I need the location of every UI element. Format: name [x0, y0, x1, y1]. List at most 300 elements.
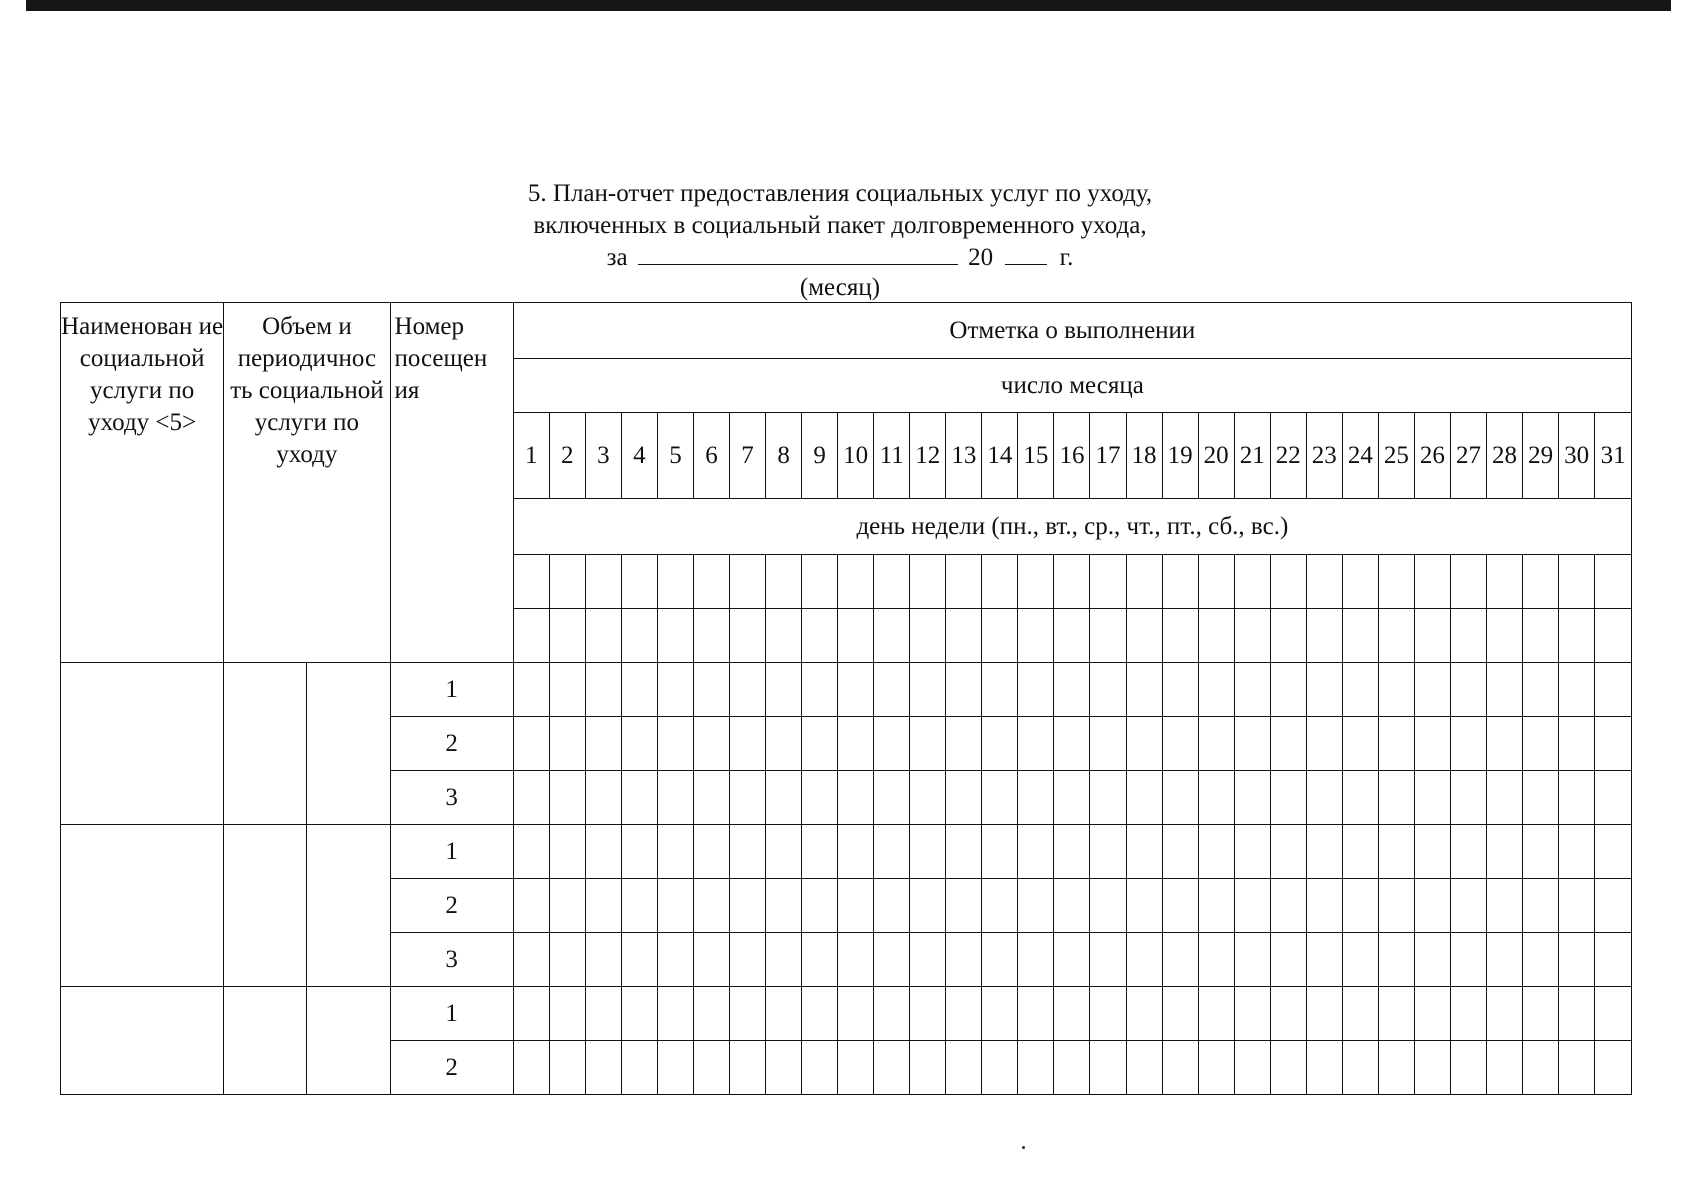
mark-cell: [549, 663, 585, 717]
mark-cell: [1234, 933, 1270, 987]
mark-cell: [982, 663, 1018, 717]
mark-cell: [621, 771, 657, 825]
weekday-cell: [585, 609, 621, 663]
mark-cell: [1378, 879, 1414, 933]
mark-cell: [1342, 771, 1378, 825]
weekday-cell: [730, 609, 766, 663]
mark-cell: [1342, 933, 1378, 987]
mark-cell: [1450, 825, 1486, 879]
mark-cell: [1054, 933, 1090, 987]
weekday-cell: [946, 609, 982, 663]
day-number-cell: 24: [1342, 413, 1378, 499]
mark-cell: [1198, 717, 1234, 771]
visit-number-cell: 3: [390, 771, 513, 825]
mark-cell: [1054, 1041, 1090, 1095]
mark-cell: [693, 879, 729, 933]
weekday-cell: [657, 555, 693, 609]
mark-cell: [1018, 663, 1054, 717]
mark-cell: [910, 879, 946, 933]
mark-cell: [1126, 771, 1162, 825]
mark-cell: [1306, 933, 1342, 987]
mark-cell: [513, 663, 549, 717]
mark-cell: [1450, 1041, 1486, 1095]
mark-cell: [1414, 933, 1450, 987]
weekday-cell: [1595, 609, 1632, 663]
header-day-of-month: число месяца: [513, 359, 1631, 413]
mark-cell: [657, 717, 693, 771]
title-line-1: 5. План-отчет предоставления социальных услуг по уходу,: [527, 180, 1153, 207]
mark-cell: [1450, 987, 1486, 1041]
mark-cell: [1450, 879, 1486, 933]
mark-cell: [1126, 663, 1162, 717]
mark-cell: [874, 717, 910, 771]
mark-cell: [513, 825, 549, 879]
mark-cell: [549, 1041, 585, 1095]
day-number-cell: 12: [910, 413, 946, 499]
mark-cell: [1450, 771, 1486, 825]
day-number-cell: 19: [1162, 413, 1198, 499]
mark-cell: [838, 879, 874, 933]
mark-cell: [1054, 771, 1090, 825]
mark-cell: [802, 933, 838, 987]
mark-cell: [585, 879, 621, 933]
day-number-cell: 1: [513, 413, 549, 499]
mark-cell: [1306, 987, 1342, 1041]
mark-cell: [1559, 825, 1595, 879]
day-number-cell: 9: [802, 413, 838, 499]
mark-cell: [1162, 1041, 1198, 1095]
mark-cell: [1234, 987, 1270, 1041]
mark-cell: [1306, 1041, 1342, 1095]
mark-cell: [1595, 663, 1632, 717]
day-number-cell: 26: [1414, 413, 1450, 499]
mark-cell: [513, 987, 549, 1041]
service-name-cell: [61, 987, 224, 1095]
weekday-cell: [585, 555, 621, 609]
mark-cell: [513, 879, 549, 933]
mark-cell: [1378, 1041, 1414, 1095]
mark-cell: [910, 717, 946, 771]
mark-cell: [838, 987, 874, 1041]
mark-cell: [730, 1041, 766, 1095]
weekday-cell: [549, 555, 585, 609]
mark-cell: [730, 879, 766, 933]
day-number-cell: 20: [1198, 413, 1234, 499]
weekday-cell: [657, 609, 693, 663]
mark-cell: [1414, 663, 1450, 717]
mark-cell: [1198, 825, 1234, 879]
day-number-cell: 15: [1018, 413, 1054, 499]
mark-cell: [1595, 879, 1632, 933]
mark-cell: [730, 717, 766, 771]
weekday-cell: [946, 555, 982, 609]
weekday-cell: [1414, 609, 1450, 663]
mark-cell: [766, 1041, 802, 1095]
day-number-cell: 30: [1559, 413, 1595, 499]
mark-cell: [1487, 879, 1523, 933]
mark-cell: [1234, 663, 1270, 717]
weekday-cell: [874, 609, 910, 663]
mark-cell: [1162, 717, 1198, 771]
visit-number-cell: 2: [390, 879, 513, 933]
mark-cell: [1270, 879, 1306, 933]
mark-cell: [1414, 987, 1450, 1041]
weekday-cell: [838, 609, 874, 663]
day-number-cell: 4: [621, 413, 657, 499]
mark-cell: [513, 771, 549, 825]
service-periodicity-cell: [307, 663, 390, 825]
weekday-cell: [766, 555, 802, 609]
mark-cell: [513, 717, 549, 771]
weekday-cell: [1162, 609, 1198, 663]
mark-cell: [1378, 987, 1414, 1041]
mark-cell: [1162, 663, 1198, 717]
weekday-cell: [1306, 555, 1342, 609]
mark-cell: [657, 771, 693, 825]
mark-cell: [1090, 663, 1126, 717]
weekday-cell: [1126, 609, 1162, 663]
day-number-cell: 25: [1378, 413, 1414, 499]
mark-cell: [1234, 879, 1270, 933]
mark-cell: [621, 987, 657, 1041]
mark-cell: [1487, 663, 1523, 717]
mark-cell: [946, 771, 982, 825]
mark-cell: [1162, 771, 1198, 825]
mark-cell: [874, 663, 910, 717]
mark-cell: [1342, 825, 1378, 879]
mark-cell: [1090, 933, 1126, 987]
day-number-cell: 18: [1126, 413, 1162, 499]
day-number-cell: 22: [1270, 413, 1306, 499]
header-service-name: Наименован ие социальной услуги по уходу <5>: [61, 303, 224, 663]
weekday-cell: [513, 555, 549, 609]
mark-cell: [838, 717, 874, 771]
weekday-cell: [1162, 555, 1198, 609]
weekday-cell: [1342, 609, 1378, 663]
plan-report-table: [60, 302, 1632, 1095]
weekday-cell: [1126, 555, 1162, 609]
mark-cell: [874, 933, 910, 987]
mark-cell: [549, 717, 585, 771]
mark-cell: [585, 1041, 621, 1095]
weekday-cell: [621, 555, 657, 609]
service-periodicity-cell: [307, 987, 390, 1095]
header-completion-mark: Отметка о выполнении: [513, 303, 1631, 359]
service-periodicity-cell: [307, 825, 390, 987]
mark-cell: [766, 717, 802, 771]
mark-cell: [910, 987, 946, 1041]
mark-cell: [1595, 1041, 1632, 1095]
day-number-cell: 23: [1306, 413, 1342, 499]
weekday-cell: [1270, 609, 1306, 663]
mark-cell: [1559, 717, 1595, 771]
weekday-cell: [549, 609, 585, 663]
weekday-cell: [802, 609, 838, 663]
mark-cell: [1487, 933, 1523, 987]
mark-cell: [1523, 933, 1559, 987]
weekday-cell: [802, 555, 838, 609]
mark-cell: [657, 933, 693, 987]
mark-cell: [621, 663, 657, 717]
mark-cell: [585, 717, 621, 771]
mark-cell: [1198, 663, 1234, 717]
mark-cell: [1270, 933, 1306, 987]
weekday-cell: [1090, 555, 1126, 609]
mark-cell: [1198, 879, 1234, 933]
service-volume-cell: [224, 663, 307, 825]
mark-cell: [1126, 1041, 1162, 1095]
weekday-cell: [1487, 555, 1523, 609]
mark-cell: [910, 663, 946, 717]
service-volume-cell: [224, 987, 307, 1095]
for-label: за: [606, 244, 628, 271]
year-suffix: г.: [1059, 244, 1074, 271]
mark-cell: [513, 1041, 549, 1095]
mark-cell: [730, 663, 766, 717]
mark-cell: [1054, 825, 1090, 879]
mark-cell: [657, 825, 693, 879]
mark-cell: [513, 933, 549, 987]
header-volume-periodicity: Объем и периодичнос ть социальной услуги по уходу: [224, 303, 390, 663]
mark-cell: [1018, 771, 1054, 825]
mark-cell: [1198, 987, 1234, 1041]
mark-cell: [693, 771, 729, 825]
weekday-cell: [1487, 609, 1523, 663]
day-number-cell: 29: [1523, 413, 1559, 499]
mark-cell: [1054, 879, 1090, 933]
header-row-completion: [61, 303, 1632, 359]
weekday-cell: [1198, 609, 1234, 663]
mark-cell: [1487, 825, 1523, 879]
document-title: [360, 178, 1320, 274]
mark-cell: [549, 879, 585, 933]
year-prefix: 20: [968, 244, 994, 271]
weekday-cell: [513, 609, 549, 663]
weekday-cell: [1018, 555, 1054, 609]
day-number-cell: 28: [1487, 413, 1523, 499]
weekday-cell: [982, 609, 1018, 663]
weekday-cell: [874, 555, 910, 609]
mark-cell: [802, 825, 838, 879]
mark-cell: [585, 933, 621, 987]
day-number-cell: 21: [1234, 413, 1270, 499]
day-number-cell: 10: [838, 413, 874, 499]
mark-cell: [657, 1041, 693, 1095]
mark-cell: [982, 717, 1018, 771]
mark-cell: [693, 663, 729, 717]
day-number-cell: 2: [549, 413, 585, 499]
header-day-of-week: день недели (пн., вт., ср., чт., пт., сб., вс.): [513, 499, 1631, 555]
mark-cell: [1342, 879, 1378, 933]
mark-cell: [802, 1041, 838, 1095]
mark-cell: [1234, 771, 1270, 825]
mark-cell: [621, 825, 657, 879]
weekday-cell: [1559, 609, 1595, 663]
mark-cell: [585, 771, 621, 825]
mark-cell: [1414, 771, 1450, 825]
service-volume-cell: [224, 825, 307, 987]
mark-cell: [693, 1041, 729, 1095]
mark-cell: [1342, 1041, 1378, 1095]
mark-cell: [910, 933, 946, 987]
mark-cell: [1270, 1041, 1306, 1095]
mark-cell: [730, 987, 766, 1041]
weekday-cell: [693, 555, 729, 609]
mark-cell: [1342, 987, 1378, 1041]
day-number-cell: 17: [1090, 413, 1126, 499]
mark-cell: [946, 717, 982, 771]
month-caption: (месяц): [799, 274, 881, 301]
mark-cell: [1054, 987, 1090, 1041]
mark-cell: [1198, 1041, 1234, 1095]
mark-cell: [549, 933, 585, 987]
mark-cell: [1523, 1041, 1559, 1095]
mark-cell: [1450, 933, 1486, 987]
mark-cell: [657, 879, 693, 933]
mark-cell: [1595, 771, 1632, 825]
weekday-cell: [1523, 609, 1559, 663]
service-row: [61, 987, 1632, 1041]
visit-number-cell: 2: [390, 717, 513, 771]
mark-cell: [946, 933, 982, 987]
mark-cell: [657, 663, 693, 717]
mark-cell: [1018, 879, 1054, 933]
mark-cell: [766, 771, 802, 825]
scan-edge-bar: [26, 0, 1671, 11]
mark-cell: [1054, 663, 1090, 717]
mark-cell: [1234, 717, 1270, 771]
mark-cell: [1090, 717, 1126, 771]
mark-cell: [766, 825, 802, 879]
mark-cell: [1090, 1041, 1126, 1095]
mark-cell: [730, 933, 766, 987]
day-number-cell: 14: [982, 413, 1018, 499]
mark-cell: [1450, 717, 1486, 771]
mark-cell: [621, 717, 657, 771]
visit-number-cell: 2: [390, 1041, 513, 1095]
mark-cell: [657, 987, 693, 1041]
mark-cell: [982, 987, 1018, 1041]
mark-cell: [874, 825, 910, 879]
mark-cell: [1018, 933, 1054, 987]
weekday-cell: [1378, 609, 1414, 663]
mark-cell: [585, 825, 621, 879]
mark-cell: [621, 1041, 657, 1095]
header-visit-number: Номер посещен ия: [390, 303, 513, 663]
mark-cell: [982, 933, 1018, 987]
mark-cell: [982, 771, 1018, 825]
mark-cell: [946, 987, 982, 1041]
mark-cell: [693, 825, 729, 879]
mark-cell: [1162, 825, 1198, 879]
mark-cell: [1234, 825, 1270, 879]
mark-cell: [1414, 825, 1450, 879]
mark-cell: [1523, 825, 1559, 879]
weekday-cell: [1559, 555, 1595, 609]
mark-cell: [946, 879, 982, 933]
weekday-cell: [766, 609, 802, 663]
weekday-cell: [621, 609, 657, 663]
mark-cell: [1378, 717, 1414, 771]
mark-cell: [910, 771, 946, 825]
mark-cell: [1559, 1041, 1595, 1095]
mark-cell: [802, 717, 838, 771]
weekday-cell: [1234, 609, 1270, 663]
mark-cell: [1018, 825, 1054, 879]
weekday-cell: [693, 609, 729, 663]
service-name-cell: [61, 663, 224, 825]
mark-cell: [1378, 825, 1414, 879]
mark-cell: [621, 879, 657, 933]
day-number-cell: 6: [693, 413, 729, 499]
mark-cell: [838, 1041, 874, 1095]
mark-cell: [946, 825, 982, 879]
mark-cell: [1595, 717, 1632, 771]
mark-cell: [982, 1041, 1018, 1095]
mark-cell: [1306, 771, 1342, 825]
mark-cell: [1523, 663, 1559, 717]
mark-cell: [1523, 717, 1559, 771]
mark-cell: [766, 933, 802, 987]
mark-cell: [1126, 717, 1162, 771]
mark-cell: [1270, 771, 1306, 825]
mark-cell: [693, 933, 729, 987]
weekday-cell: [1342, 555, 1378, 609]
visit-number-cell: 1: [390, 987, 513, 1041]
day-number-cell: 11: [874, 413, 910, 499]
mark-cell: [838, 825, 874, 879]
mark-cell: [766, 879, 802, 933]
mark-cell: [1523, 879, 1559, 933]
mark-cell: [1018, 987, 1054, 1041]
weekday-cell: [1270, 555, 1306, 609]
mark-cell: [730, 825, 766, 879]
mark-cell: [802, 879, 838, 933]
mark-cell: [1523, 987, 1559, 1041]
mark-cell: [874, 987, 910, 1041]
weekday-cell: [1414, 555, 1450, 609]
year-blank: [1005, 242, 1047, 265]
weekday-cell: [982, 555, 1018, 609]
mark-cell: [549, 987, 585, 1041]
mark-cell: [1414, 717, 1450, 771]
weekday-cell: [1450, 555, 1486, 609]
visit-number-cell: 1: [390, 663, 513, 717]
mark-cell: [1414, 879, 1450, 933]
mark-cell: [1090, 771, 1126, 825]
weekday-cell: [1523, 555, 1559, 609]
mark-cell: [874, 879, 910, 933]
visit-number-cell: 3: [390, 933, 513, 987]
mark-cell: [1198, 771, 1234, 825]
mark-cell: [1487, 987, 1523, 1041]
mark-cell: [1559, 663, 1595, 717]
mark-cell: [549, 825, 585, 879]
mark-cell: [838, 663, 874, 717]
weekday-cell: [1234, 555, 1270, 609]
weekday-cell: [1054, 609, 1090, 663]
mark-cell: [982, 825, 1018, 879]
day-number-cell: 27: [1450, 413, 1486, 499]
weekday-cell: [1378, 555, 1414, 609]
weekday-cell: [910, 609, 946, 663]
mark-cell: [1306, 879, 1342, 933]
mark-cell: [1378, 663, 1414, 717]
weekday-cell: [910, 555, 946, 609]
mark-cell: [1126, 825, 1162, 879]
month-blank: [638, 242, 958, 265]
mark-cell: [838, 771, 874, 825]
